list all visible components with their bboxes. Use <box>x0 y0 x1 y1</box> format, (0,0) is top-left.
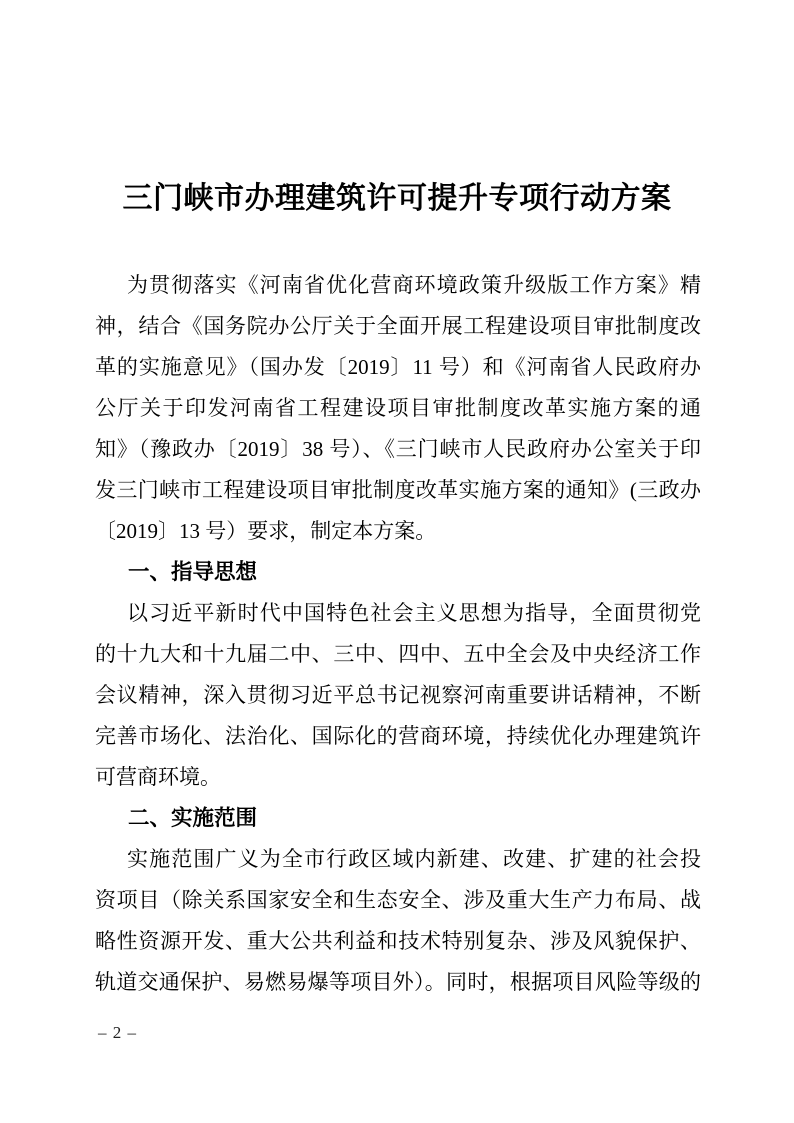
paragraph-line: 实施范围广义为全市行政区域内新建、改建、扩建的社会投 <box>127 847 701 871</box>
paragraph-line: 会议精神，深入贯彻习近平总书记视察河南重要讲话精神，不断 <box>95 683 701 707</box>
paragraph-line: 神，结合《国务院办公厅关于全面开展工程建设项目审批制度改 <box>95 314 701 338</box>
paragraph-line: 为贯彻落实《河南省优化营商环境政策升级版工作方案》精 <box>127 273 701 297</box>
paragraph-line: 轨道交通保护、易燃易爆等项目外）。同时，根据项目风险等级的 <box>95 970 701 994</box>
section-heading: 一、指导思想 <box>128 560 258 584</box>
paragraph-line: 可营商环境。 <box>95 765 221 789</box>
paragraph-line: 完善市场化、法治化、国际化的营商环境，持续优化办理建筑许 <box>95 724 701 748</box>
paragraph-line: 资项目（除关系国家安全和生态安全、涉及重大生产力布局、战 <box>95 888 701 912</box>
paragraph-line: 发三门峡市工程建设项目审批制度改革实施方案的通知》(三政办 <box>95 478 701 502</box>
document-body <box>95 265 701 1003</box>
document-title: 三门峡市办理建筑许可提升专项行动方案 <box>122 182 672 215</box>
paragraph-line: 革的实施意见》（国办发〔2019〕11 号）和《河南省人民政府办 <box>95 355 701 379</box>
paragraph-line: 的十九大和十九届二中、三中、四中、五中全会及中央经济工作 <box>95 642 701 666</box>
paragraph-line: 略性资源开发、重大公共利益和技术特别复杂、涉及风貌保护、 <box>95 929 701 953</box>
paragraph-line: 知》（豫政办〔2019〕38 号）、《三门峡市人民政府办公室关于印 <box>95 437 701 461</box>
paragraph-line: 以习近平新时代中国特色社会主义思想为指导，全面贯彻党 <box>127 601 701 625</box>
section-heading: 二、实施范围 <box>128 806 258 830</box>
page-number: – 2 – <box>98 1023 137 1042</box>
paragraph-line: 〔2019〕13 号）要求，制定本方案。 <box>95 519 437 543</box>
paragraph-line: 公厅关于印发河南省工程建设项目审批制度改革实施方案的通 <box>95 396 701 420</box>
